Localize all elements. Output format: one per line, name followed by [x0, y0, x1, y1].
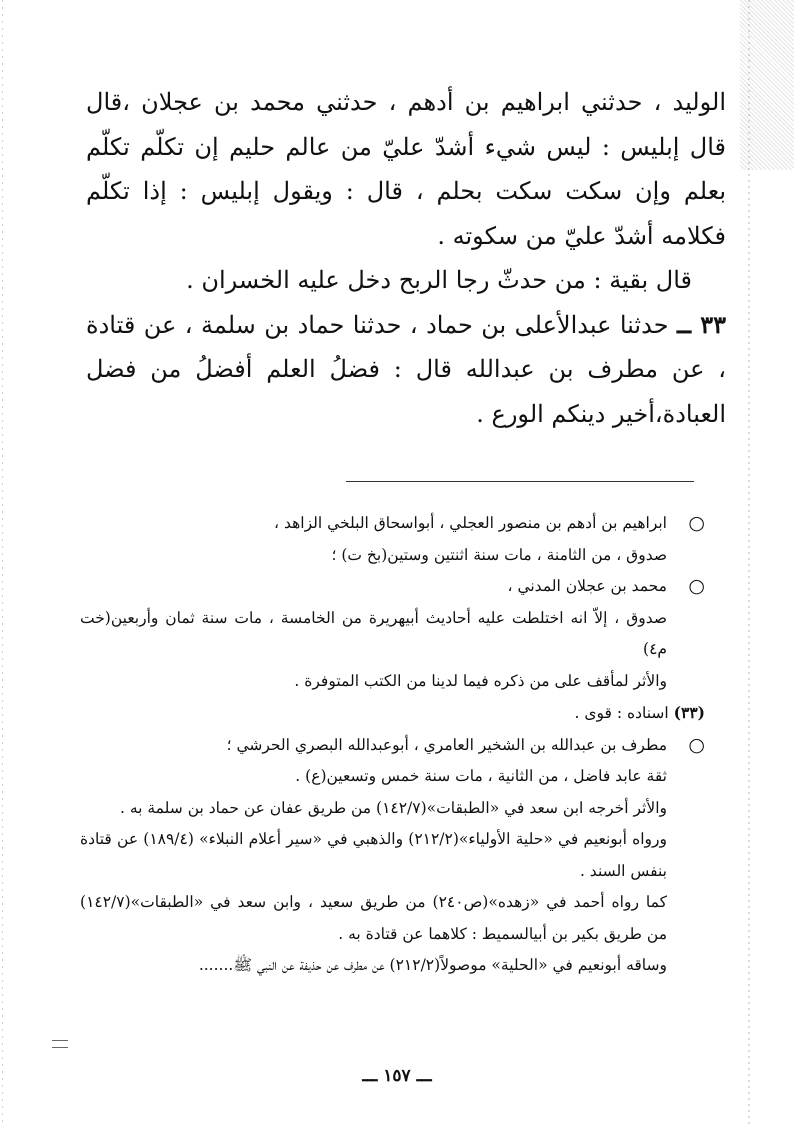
- footnote-line: صدوق ، إلاّ انه اختلطت عليه أحاديث أبيهريرة من الخامسة ، مات سنة ثمان وأربعين(خت م٤): [80, 608, 667, 658]
- scan-left-edge: [2, 0, 3, 1124]
- page-number: ـــ ١٥٧ ـــ: [362, 1066, 432, 1086]
- footnote-line: صدوق ، من الثامنة ، مات سنة اثنتين وستين(بخ ت) ؛: [331, 545, 667, 564]
- bullet-circle-icon: ○: [688, 575, 705, 597]
- main-paragraph-2: قال بقية : من حدثّ رجا الربح دخل عليه الخسران .: [186, 266, 692, 294]
- main-paragraph-3-text: حدثنا عبدالأعلى بن حماد ، حدثنا حماد بن سلمة ، عن قتادة ، عن مطرف بن عبدالله قال : فضلُ العلم أفضلُ من فضل العبادة،أخير دينكم الورع .: [86, 310, 726, 428]
- footnote-line: مطرف بن عبدالله بن الشخير العامري ، أبوعبدالله البصري الحرشي ؛: [226, 735, 667, 754]
- bullet-circle-icon: ○: [688, 512, 705, 534]
- footnote-line: والأثر لمأقف على من ذكره فيما لدينا من الكتب المتوفرة .: [294, 671, 667, 690]
- footnote-2: [80, 571, 705, 697]
- athar-number: ٣٣ ــ: [676, 309, 727, 339]
- footnote-3: [80, 697, 705, 730]
- main-text: [86, 80, 726, 436]
- margin-equals-mark: [52, 1040, 68, 1048]
- footnote-4: [80, 730, 705, 982]
- main-paragraph-1: الوليد ، حدثني ابراهيم بن أدهم ، حدثني محمد بن عجلان ،قال قال إبليس : ليس شيء أشدّ عليّ من عالم حليم إن تكلّم تكلّم بعلم وإن سكت سكت بحلم ، قال : ويقول إبليس : إذا تكلّم فكلامه أشدّ عليّ من سكوته .: [86, 88, 727, 250]
- footnote-line: ورواه أبونعيم في «حلية الأولياء»(٢١٢/٢) والذهبي في «سير أعلام النبلاء» (١٨٩/٤) عن قتادة بنفس السند .: [80, 830, 667, 880]
- footnote-divider: [346, 481, 694, 482]
- footnote-line: وساقه أبونعيم في «الحلية» موصولاً(٢١٢/٢) عن مطرف عن حذيفة عن النبي ﷺ.......: [198, 956, 667, 974]
- main-paragraph-3: [86, 303, 726, 437]
- footnote-line: ابراهيم بن أدهم بن منصور العجلي ، أبواسحاق البلخي الزاهد ،: [274, 514, 667, 532]
- scan-edge-line: [748, 0, 750, 1124]
- bullet-circle-icon: ○: [688, 733, 705, 756]
- footnote-ref-number: (٣٣): [673, 703, 705, 722]
- footnote-line: محمد بن عجلان المدني ،: [507, 577, 667, 595]
- footnote-line: كما رواه أحمد في «زهده»(ص٢٤٠) من طريق سعيد ، وابن سعد في «الطبقات»(١٤٢/٧) من طريق بكير بن أبيالسميط : كلاهما عن قتادة به .: [80, 893, 667, 943]
- footnote-1: [80, 508, 705, 571]
- footnote-line: ثقة عابد فاضل ، من الثانية ، مات سنة خمس وتسعين(ع) .: [295, 767, 667, 785]
- footnote-line: اسناده : قوى .: [574, 704, 674, 722]
- footnote-line: والأثر أخرجه ابن سعد في «الطبقات»(١٤٢/٧) من طريق عفان عن حماد بن سلمة به .: [119, 798, 667, 817]
- footnotes: [80, 508, 705, 982]
